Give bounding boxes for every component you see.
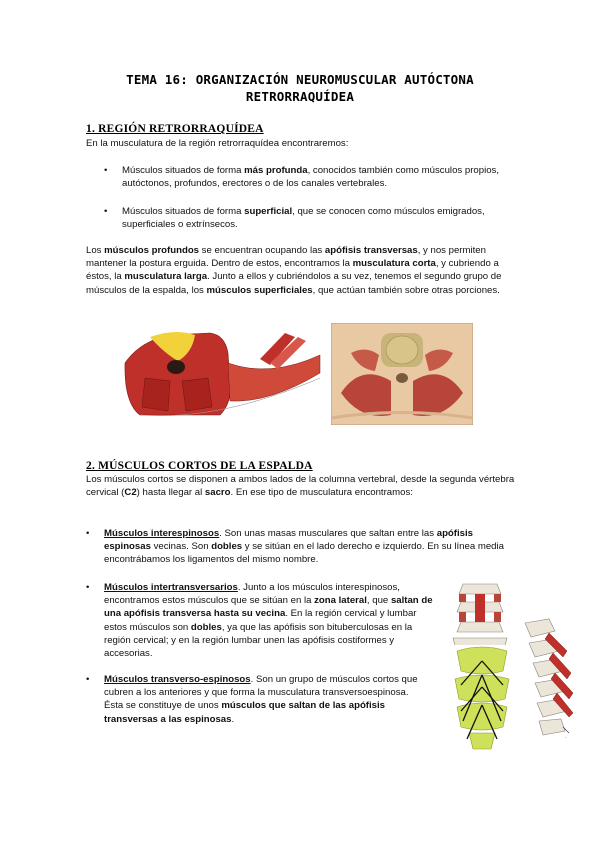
intertransversarii-vertebrae-illustration bbox=[445, 578, 515, 648]
title-line-2: RETRORRAQUÍDEA bbox=[245, 89, 355, 104]
section-2-intro: Los músculos cortos se disponen a ambos lados de la columna vertebral, desde la segunda vértebra cervical (C2) hasta llegar al sacro. En ese tipo de musculatura encontramos: bbox=[86, 474, 515, 499]
section-1-intro: En la musculatura de la región retrorraquídea encontraremos: bbox=[86, 138, 349, 149]
spine-cross-section-photo bbox=[331, 323, 473, 425]
list-item: • Músculos transverso-espinosos. Son un grupo de músculos cortos que cubren a los anteriores y que forma la musculatura transversoespinosa. Ésta se constituye de unos músculos que saltan de las apófisis transversas a las espinosas. bbox=[86, 674, 418, 725]
transversospinalis-vertebrae-illustration bbox=[447, 645, 517, 753]
title-line-1: TEMA 16: ORGANIZACIÓN NEUROMUSCULAR AUTÓCTONA bbox=[126, 72, 474, 87]
section-1-paragraph: Los músculos profundos se encuentran ocupando las apófisis transversas, y nos permiten mantener la postura erguida. Dentro de estos, encontramos la musculatura corta, y cubriendo a éstos, la musculatura larga. Junto a ellos y cubriéndolos a su vez, tenemos el segundo grupo de músculos de la espalda, los músculos superficiales, que actúan también sobre otras porciones. bbox=[86, 245, 502, 296]
back-muscles-cross-section-illustration bbox=[120, 323, 325, 425]
list-item: • Músculos interespinosos. Son unas masas musculares que saltan entre las apófisis espinosas vecinas. Son dobles y se sitúan en el lado derecho e izquierdo. En su línea media encontrábamos los ligamentos del mismo nombre. bbox=[86, 528, 504, 566]
section-1-heading: 1. REGIÓN RETRORRAQUÍDEA bbox=[86, 123, 264, 135]
list-item: • Músculos intertransversarios. Junto a los músculos interespinosos, encontramos estos músculos que se sitúan en la zona lateral, que saltan de una apófisis transversa hasta su vecina. En la región cervical y lumbar estos músculos son dobles, ya que las apófisis son bituberculosas en la región cervical; y en la región lumbar unen las apófisis costiformes y accesorias. bbox=[86, 582, 433, 660]
bullet-dot: • bbox=[86, 528, 90, 539]
bullet-dot: • bbox=[104, 165, 108, 176]
bullet-dot: • bbox=[104, 206, 108, 217]
lateral-spine-muscles-illustration bbox=[519, 615, 579, 745]
bullet-dot: • bbox=[86, 582, 90, 593]
svg-text:·: · bbox=[565, 735, 567, 741]
svg-text:· ·: · · bbox=[218, 328, 222, 332]
bullet-dot: • bbox=[86, 674, 90, 685]
section-2-heading: 2. MÚSCULOS CORTOS DE LA ESPALDA bbox=[86, 460, 313, 472]
list-item: • Músculos situados de forma superficial, que se conocen como músculos emigrados, superficiales o extrínsecos. bbox=[104, 206, 485, 231]
page-title bbox=[60, 71, 540, 105]
list-item: • Músculos situados de forma más profunda, conocidos también como músculos propios, autóctonos, profundos, erectores o de los canales vertebrales. bbox=[104, 165, 499, 190]
